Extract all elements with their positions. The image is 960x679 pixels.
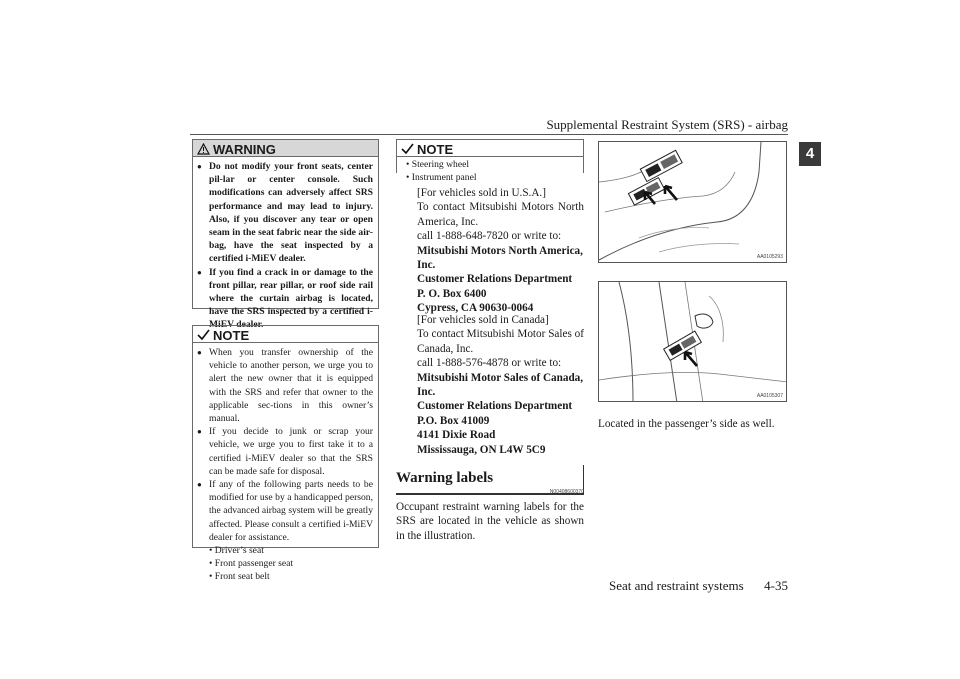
bullet-dot-icon: ●: [197, 427, 202, 437]
pencil-check-icon: [401, 143, 414, 155]
figure-caption: Located in the passenger’s side as well.: [598, 418, 775, 430]
page-number: 4-35: [764, 578, 788, 593]
illustration-door-pillar-label: [598, 281, 787, 402]
note-item: [197, 478, 373, 544]
canada-contact-street: 4141 Dixie Road: [417, 429, 496, 442]
us-contact-block: [417, 186, 584, 316]
us-contact-company: Mitsubishi Motors North America, Inc.: [417, 244, 583, 272]
note-sub-item: • Front seat belt: [209, 571, 270, 583]
us-contact-box: P. O. Box 6400: [417, 287, 487, 300]
canada-contact-heading: [For vehicles sold in Canada]: [417, 314, 549, 326]
note-item: [197, 425, 373, 478]
illustration-dashboard-label: [598, 141, 787, 263]
note-item-text: If you decide to junk or scrap your vehicle, we urge you to first take it to a certified i-MiEV dealer so that the SRS can be made safe for disposal.: [209, 426, 373, 477]
warning-box-header: [193, 140, 378, 156]
note-box-header: [193, 326, 378, 342]
warning-item-text: If you find a crack in or damage to the front pillar, rear pillar, or roof side rail where the curtain airbag is located, have the SRS inspected by a certified i-MiEV dealer.: [209, 266, 373, 331]
us-contact-dept: Customer Relations Department: [417, 273, 573, 286]
warning-triangle-icon: [197, 143, 210, 155]
note-item-text: If any of the following parts needs to be modified for use by a handicapped person, the advanced airbag system will be greatly affected. Please consult a certified i-MiEV dealer for assistance.: [209, 479, 373, 543]
note-heading: NOTE: [213, 327, 250, 343]
section-code: N00408600370: [549, 489, 584, 495]
warning-heading: WARNING: [213, 141, 276, 157]
bullet-dot-icon: ●: [197, 162, 202, 171]
page-footer: [609, 578, 788, 594]
us-contact-heading: [For vehicles sold in U.S.A.]: [417, 187, 546, 199]
warning-item: [197, 160, 373, 266]
canada-contact-company: Mitsubishi Motor Sales of Canada, Inc.: [417, 371, 584, 399]
canada-contact-block: [417, 313, 584, 457]
warning-item-text: Do not modify your front seats, center pil-lar or center console. Such modifications can adversely affect SRS performance and may lead to injury. Also, if you discover any tear or open seam in the seat fabric near the side air-bag, have the seat inspected by a certified i-MiEV dealer.: [209, 161, 373, 265]
canada-contact-city: Mississauga, ON L4W 5C9: [417, 443, 546, 456]
note-box-header: [397, 140, 583, 156]
section-title: Warning labels: [396, 470, 494, 486]
note-sub-item: • Driver’s seat: [209, 545, 264, 557]
note-item-text: When you transfer ownership of the vehicle to another person, we urge you to alert the new owner that it is equipped with the SRS and refer that owner to the applicable sec-tions in this owner’s manual.: [209, 347, 373, 425]
chapter-tab: 4: [799, 142, 821, 166]
bullet-dot-icon: ●: [197, 480, 202, 490]
canada-contact-box: P.O. Box 41009: [417, 414, 490, 427]
figure-code: AA0105293: [756, 254, 783, 260]
note-item: [197, 346, 373, 425]
us-contact-city: Cypress, CA 90630-0064: [417, 302, 534, 315]
canada-contact-intro: To contact Mitsubishi Motor Sales of Canada, Inc.: [417, 328, 584, 355]
us-contact-intro: To contact Mitsubishi Motors North America, Inc.: [417, 201, 584, 228]
warning-box: [192, 139, 379, 331]
canada-contact-dept: Customer Relations Department: [417, 400, 573, 413]
section-body: Occupant restraint warning labels for the SRS are located in the vehicle as shown in the illustration.: [396, 501, 584, 542]
footer-section: Seat and restraint systems: [608, 578, 744, 593]
canada-contact-call: call 1-888-576-4878 or write to:: [417, 357, 562, 370]
bullet-dot-icon: ●: [197, 348, 202, 357]
running-head: Supplemental Restraint System (SRS) - airbag: [546, 117, 788, 132]
running-head-rule: [190, 134, 788, 135]
note-sub-item: • Instrument panel: [406, 172, 477, 184]
note-sub-item: • Front passenger seat: [209, 558, 294, 570]
note-sub-item: • Steering wheel: [406, 159, 470, 170]
door-pillar-illustration: [599, 282, 787, 402]
note-box-left: [192, 325, 379, 583]
note-heading: NOTE: [417, 141, 454, 157]
dashboard-illustration: [599, 142, 787, 263]
us-contact-call: call 1-888-648-7820 or write to:: [417, 230, 562, 243]
warning-item: [197, 266, 373, 332]
pencil-check-icon: [197, 329, 210, 341]
bullet-dot-icon: ●: [197, 267, 202, 277]
figure-code: AA0105307: [756, 393, 783, 399]
note-box-middle: [396, 139, 584, 184]
